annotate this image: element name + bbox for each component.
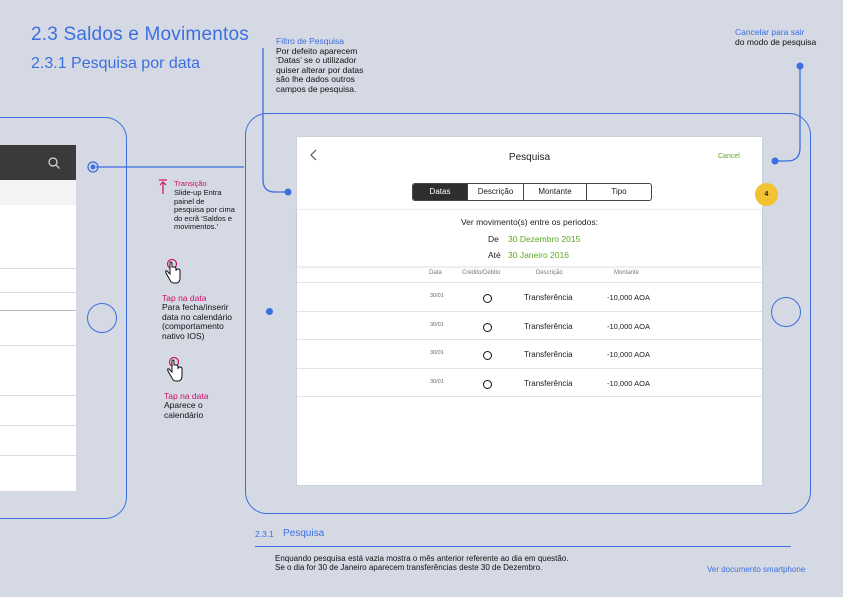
tab-descricao[interactable]: Descrição [467, 184, 523, 200]
from-date[interactable]: 30 Dezembro 2015 [508, 234, 581, 244]
tap2-title: Tap na data [164, 391, 209, 401]
camera-dot [266, 308, 273, 315]
credit-debit-icon [483, 380, 492, 389]
page-title: 2.3 Saldos e Movimentos [31, 24, 249, 45]
home-button-previous[interactable] [87, 303, 117, 333]
col-descricao: Descrição [536, 270, 563, 276]
cancel-note-title: Cancelar para sair [735, 27, 805, 37]
table-row[interactable] [297, 369, 762, 398]
smartphone-doc-link[interactable]: Ver documento smartphone [707, 565, 806, 574]
credit-debit-icon [483, 323, 492, 332]
col-data: Data [429, 270, 442, 276]
tap2-body: Aparece o calendário [164, 400, 204, 420]
step-badge: 4 [755, 183, 778, 206]
home-button-main[interactable] [771, 297, 801, 327]
table-header [297, 267, 762, 283]
row-amount: -10,000 AOA [607, 350, 650, 359]
col-montante: Montante [614, 270, 640, 276]
from-label: De [488, 234, 499, 244]
filter-note [276, 37, 372, 95]
row-desc: Transferência [524, 293, 573, 302]
table-row[interactable] [297, 340, 762, 369]
credit-debit-icon [483, 294, 492, 303]
transition-body: Slide-up Entra painel de pesquisa por cima do ecrã ‘Saldos e movimentos.’ [174, 188, 235, 232]
row-date: 30/01 [430, 293, 444, 299]
table-row[interactable] [297, 312, 762, 341]
row-amount: -10,000 AOA [607, 321, 650, 331]
footer-line-2: Se o dia for 30 de Janeiro aparecem transferências deste 30 de Dezembro. [275, 563, 543, 572]
footer-section-title: Pesquisa [283, 528, 325, 539]
filter-note-body: Por defeito aparecem ‘Datas’ se o utilizador quiser alterar por datas são lhe dados outros campos de pesquisa. [276, 45, 364, 94]
col-credito: Crédito/Débito [462, 270, 501, 276]
filter-note-title: Filtro de Pesquisa [276, 36, 345, 46]
row-amount: -10,000 AOA [607, 293, 650, 302]
tap1-body: Para fecha/inserir data no calendário (comportamento nativo IOS) [162, 302, 232, 341]
to-date[interactable]: 30 Janeiro 2016 [508, 250, 569, 260]
tab-datas[interactable]: Datas [413, 184, 467, 200]
row-date: 30/01 [430, 350, 444, 356]
results-list [297, 283, 762, 397]
search-icon[interactable] [48, 157, 60, 169]
arrow-up-icon [158, 179, 168, 195]
row-amount: -10,000 AOA [607, 378, 650, 388]
row-desc: Transferência [524, 321, 573, 331]
footer-line-1: Enquando pesquisa está vazia mostra o mês anterior referente ao dia em questão. [275, 554, 569, 563]
tap-hand-icon [163, 258, 181, 284]
tablet-previous-screen [0, 145, 76, 491]
cancel-note-body: do modo de pesquisa [735, 36, 817, 47]
period-panel [297, 209, 762, 266]
tab-montante[interactable]: Montante [523, 184, 586, 200]
cancel-note [735, 28, 835, 47]
tab-tipo[interactable]: Tipo [586, 184, 651, 200]
credit-debit-icon [483, 351, 492, 360]
footer-section-number: 2.3.1 [255, 529, 274, 539]
transition-title: Transição [174, 179, 207, 188]
period-label: Ver movimento(s) entre os periodos: [460, 217, 598, 227]
page-subtitle: 2.3.1 Pesquisa por data [31, 55, 201, 72]
cancel-button[interactable]: Cancel [718, 153, 740, 160]
to-label: Até [488, 250, 501, 260]
subheader-band [0, 180, 76, 205]
footer-divider [255, 546, 791, 547]
screen-title: Pesquisa [508, 152, 551, 163]
search-screen [297, 137, 762, 485]
tap1-title: Tap na data [162, 293, 207, 303]
table-row[interactable] [297, 283, 762, 312]
search-bar[interactable] [0, 145, 76, 180]
row-desc: Transferência [524, 378, 573, 388]
row-desc: Transferência [524, 350, 573, 359]
filter-tabs [412, 183, 652, 201]
row-date: 30/01 [430, 321, 444, 328]
tap-hand-icon [165, 356, 183, 382]
row-date: 30/01 [430, 378, 444, 385]
